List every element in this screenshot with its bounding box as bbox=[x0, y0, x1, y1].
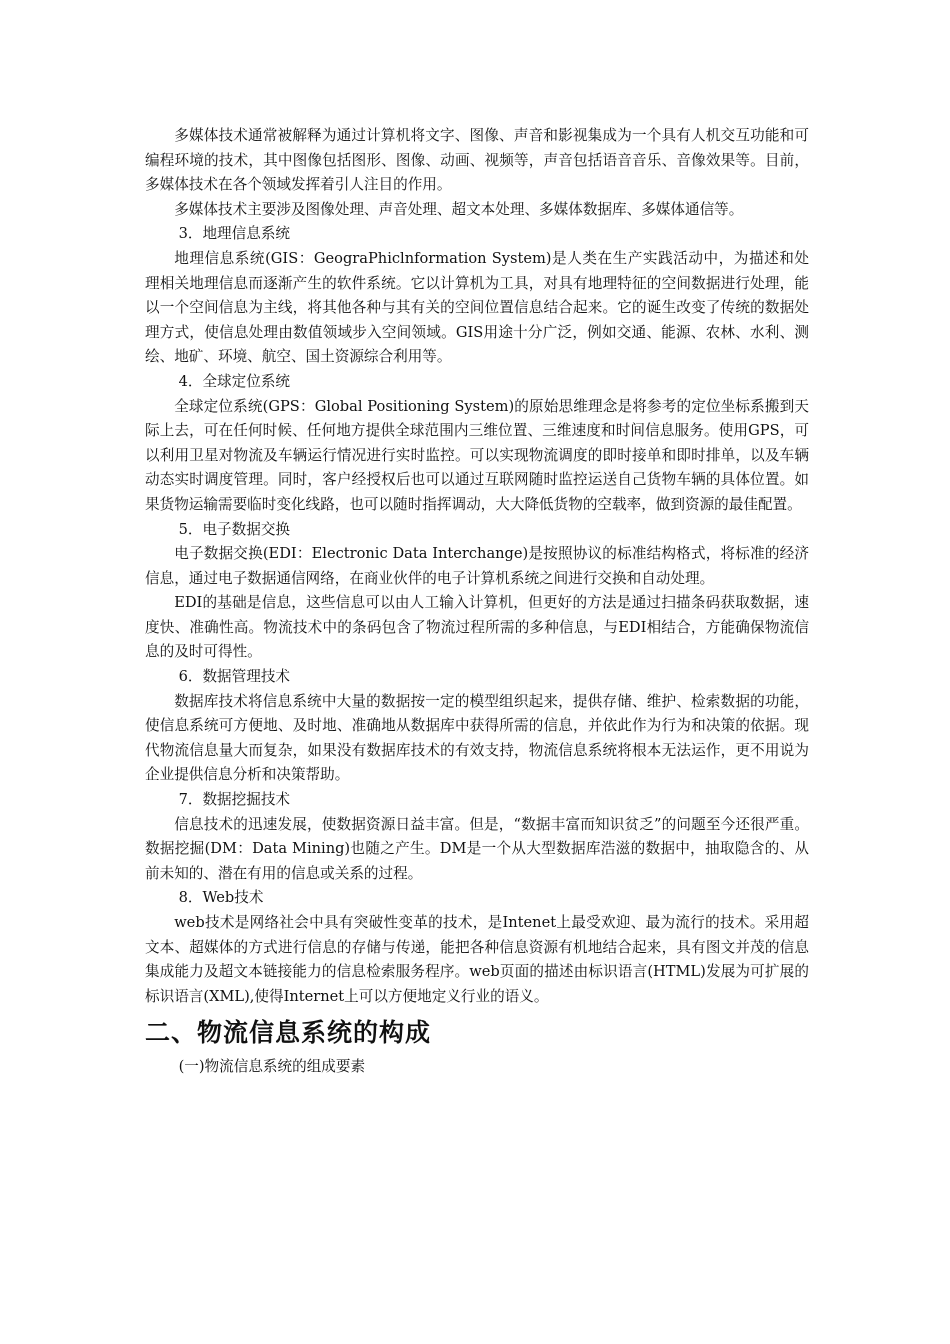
paragraph-multimedia-scope: 多媒体技术主要涉及图像处理、声音处理、超文本处理、多媒体数据库、多媒体通信等。 bbox=[174, 200, 744, 218]
heading-edi: 5．电子数据交换 bbox=[178, 520, 291, 538]
paragraph-web: web技术是网络社会中具有突破性变革的技术，是Intenet上最受欢迎、最为流行的技术。采用超文本、超媒体的方式进行信息的存储与传递，能把各种信息资源有机地结合起来，具有图文并茂的信息集成能力及超文本链接能力的信息检索服务程序。web页面的描述由标识语言(HTML)发展为可扩展的标识语言(XML),使得Internet上可以方便地定义行业的语义。 bbox=[145, 914, 809, 1005]
section-heading: 二、物流信息系统的构成 bbox=[145, 1018, 432, 1048]
heading-web: 8．Web技术 bbox=[178, 889, 264, 907]
paragraph-gis: 地理信息系统(GIS：GeograPhiclnformation System)是人类在生产实践活动中，为描述和处理相关地理信息而逐渐产生的软件系统。它以计算机为工具，对具有地理特征的空间数据进行处理，能以一个空间信息为主线，将其他各种与其有关的空间位置信息结合起来。它的诞生改变了传统的数据处理方式，使信息处理由数值领域步入空间领域。GIS用途十分广泛，例如交通、能源、农林、水利、测绘、地矿、环境、航空、国土资源综合利用等。 bbox=[145, 249, 809, 366]
heading-gis: 3．地理信息系统 bbox=[178, 225, 291, 243]
paragraph-data-management: 数据库技术将信息系统中大量的数据按一定的模型组织起来，提供存储、维护、检索数据的功能，使信息系统可方便地、及时地、准确地从数据库中获得所需的信息，并依此作为行为和决策的依据。现代物流信息量大而复杂，如果没有数据库技术的有效支持，物流信息系统将根本无法运作，更不用说为企业提供信息分析和决策帮助。 bbox=[145, 692, 809, 784]
subsection-heading: (一)物流信息系统的组成要素 bbox=[178, 1058, 366, 1076]
document-body bbox=[145, 124, 809, 1080]
heading-data-management: 6．数据管理技术 bbox=[178, 668, 291, 686]
paragraph-gps: 全球定位系统(GPS：Global Positioning System)的原始思维理念是将参考的定位坐标系搬到天际上去，可在任何时候、任何地方提供全球范围内三维位置、三维速度和时间信息服务。使用GPS，可以利用卫星对物流及车辆运行情况进行实时监控。可以实现物流调度的即时接单和即时排单，以及车辆动态实时调度管理。同时，客户经授权后也可以通过互联网随时监控运送自己货物车辆的具体位置。如果货物运输需要临时变化线路，也可以随时指挥调动，大大降低货物的空载率，做到资源的最佳配置。 bbox=[145, 397, 809, 513]
paragraph-data-mining: 信息技术的迅速发展，使数据资源日益丰富。但是，“数据丰富而知识贫乏”的问题至今还很严重。数据挖掘(DM：Data Mining)也随之产生。DM是一个从大型数据库浩滋的数据中，抽取隐含的、从前未知的、潜在有用的信息或关系的过程。 bbox=[145, 815, 809, 882]
paragraph-edi-basis: EDI的基础是信息，这些信息可以由人工输入计算机，但更好的方法是通过扫描条码获取数据，速度快、准确性高。物流技术中的条码包含了物流过程所需的多种信息，与EDI相结合，方能确保物流信息的及时可得性。 bbox=[145, 594, 809, 661]
paragraph-multimedia-definition: 多媒体技术通常被解释为通过计算机将文字、图像、声音和影视集成为一个具有人机交互功能和可编程环境的技术，其中图像包括图形、图像、动画、视频等，声音包括语音音乐、音像效果等。目前，多媒体技术在各个领域发挥着引人注目的作用。 bbox=[145, 127, 809, 194]
paragraph-edi-definition: 电子数据交换(EDI：Electronic Data Interchange)是按照协议的标准结构格式，将标准的经济信息，通过电子数据通信网络，在商业伙伴的电子计算机系统之间进行交换和自动处理。 bbox=[145, 545, 809, 587]
heading-data-mining: 7．数据挖掘技术 bbox=[178, 791, 291, 809]
heading-gps: 4．全球定位系统 bbox=[178, 372, 291, 390]
